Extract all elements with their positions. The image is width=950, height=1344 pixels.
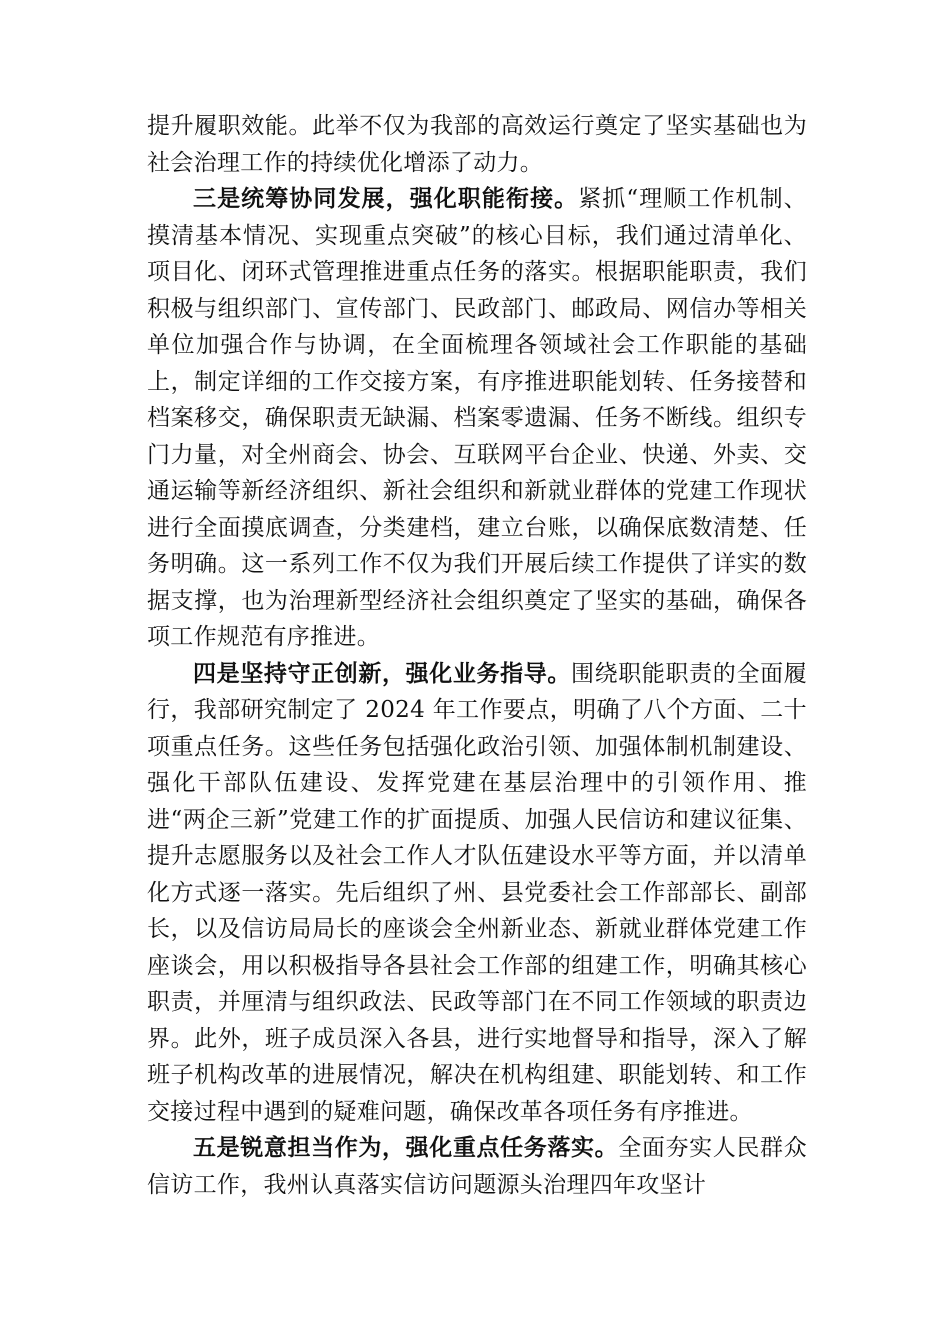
paragraph-2 bbox=[147, 181, 807, 656]
paragraph-4 bbox=[147, 1130, 807, 1203]
paragraph-1-body: 提升履职效能。此举不仅为我部的高效运行奠定了坚实基础也为社会治理工作的持续优化增添了动力。 bbox=[147, 113, 807, 176]
paragraph-3-body: 围绕职能职责的全面履行，我部研究制定了 2024 年工作要点，明确了八个方面、二十项重点任务。这些任务包括强化政治引领、加强体制机制建设、强化干部队伍建设、发挥党建在基层治理中的引领作用、推进“两企三新”党建工作的扩面提质、加强人民信访和建议征集、提升志愿服务以及社会工作人才队伍建设水平等方面，并以清单化方式逐一落实。先后组织了州、县党委社会工作部部长、副部长，以及信访局局长的座谈会全州新业态、新就业群体党建工作座谈会，用以积极指导各县社会工作部的组建工作，明确其核心职责，并厘清与组织政法、民政等部门在不同工作领域的职责边界。此外，班子成员深入各县，进行实地督导和指导，深入了解班子机构改革的进展情况，解决在机构组建、职能划转、和工作交接过程中遇到的疑难问题，确保改革各项任务有序推进。 bbox=[147, 660, 807, 1125]
paragraph-2-body: 紧抓“理顺工作机制、摸清基本情况、实现重点突破”的核心目标，我们通过清单化、项目化、闭环式管理推进重点任务的落实。根据职能职责，我们积极与组织部门、宣传部门、民政部门、邮政局、网信办等相关单位加强合作与协调，在全面梳理各领域社会工作职能的基础上，制定详细的工作交接方案，有序推进职能划转、任务接替和档案移交，确保职责无缺漏、档案零遗漏、任务不断线。组织专门力量，对全州商会、协会、互联网平台企业、快递、外卖、交通运输等新经济组织、新社会组织和新就业群体的党建工作现状进行全面摸底调查，分类建档，建立台账，以确保底数清楚、任务明确。这一系列工作不仅为我们开展后续工作提供了详实的数据支撑，也为治理新型经济社会组织奠定了坚实的基础，确保各项工作规范有序推进。 bbox=[147, 186, 807, 650]
paragraph-3 bbox=[147, 656, 807, 1131]
document-page bbox=[147, 108, 807, 1203]
paragraph-2-heading: 三是统筹协同发展，强化职能衔接。 bbox=[193, 185, 579, 212]
paragraph-1 bbox=[147, 108, 807, 181]
paragraph-3-heading: 四是坚持守正创新，强化业务指导。 bbox=[193, 659, 572, 687]
paragraph-4-heading: 五是锐意担当作为，强化重点任务落实。 bbox=[193, 1134, 619, 1161]
paragraph-4-body: 全面夯实人民群众信访工作，我州认真落实信访问题源头治理四年攻坚计 bbox=[147, 1135, 807, 1198]
